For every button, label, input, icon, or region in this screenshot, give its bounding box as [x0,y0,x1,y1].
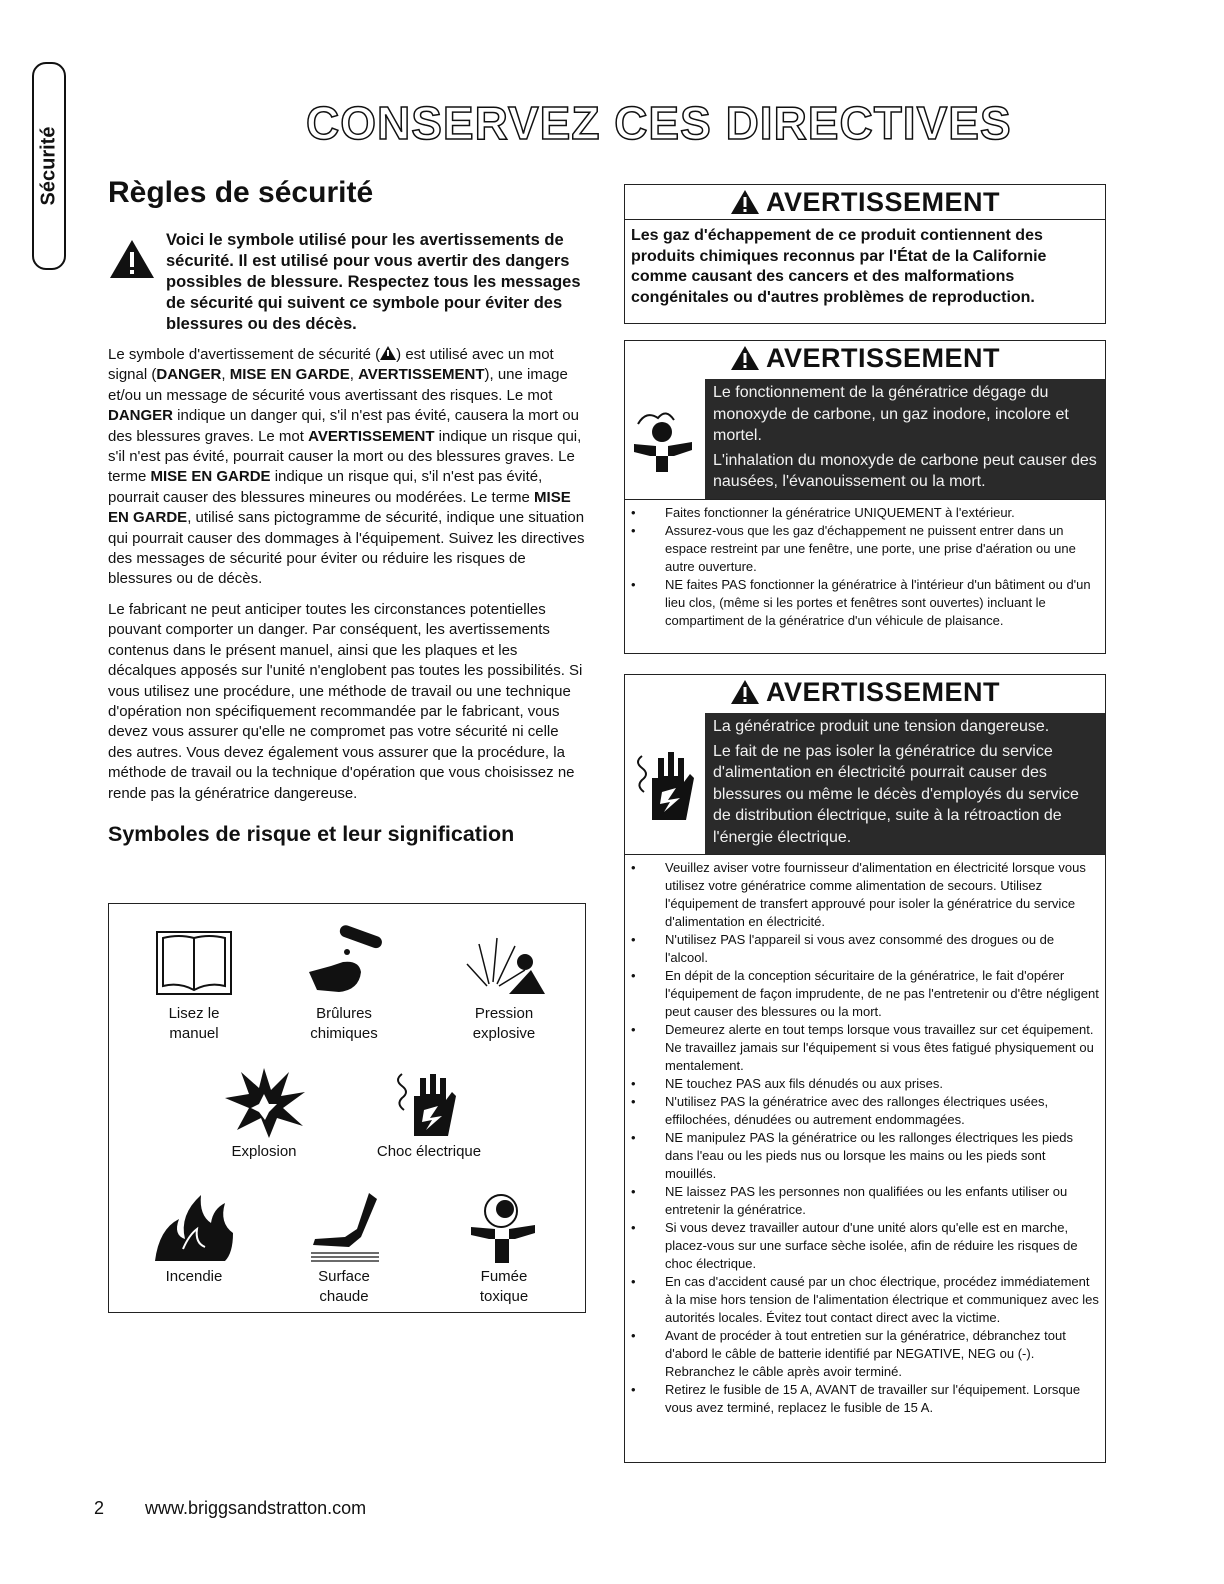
warning-triangle-icon [730,189,760,215]
warning-box-california [624,184,1106,324]
list-item: • N'utilisez PAS la génératrice avec des rallonges électriques usées, effilochées, dénudées ou autrement endommagées. [631,1093,1099,1129]
explosion-icon [219,1064,309,1140]
symbol-hot-surface [289,1189,399,1307]
warning-triangle-icon [730,345,760,371]
electric-shock-icon [632,744,698,824]
warning-pictogram [625,713,705,854]
toxic-fumes-icon [632,404,698,474]
symbol-shock [359,1064,499,1162]
list-item: • NE touchez PAS aux fils dénudés ou aux prises. [631,1075,1099,1093]
warning-box-carbon-monoxide [624,340,1106,654]
symbol-label: Incendie [165,1268,223,1285]
symbol-label: Fumée toxique [479,1268,529,1305]
warning-dark-row [625,713,1105,855]
hot-surface-icon [299,1189,389,1265]
warning-bullets [625,500,1105,630]
list-item: • Si vous devez travailler autour d'une unité alors qu'elle est en marche, placez-vous sur une surface sèche isolée, afin de réduire les risques de choc électrique. [631,1219,1099,1273]
list-item: • NE faites PAS fonctionner la génératrice à l'intérieur d'un bâtiment ou d'un lieu clos, (même si les portes et fenêtres sont ouvertes) incluant le compartiment de la génératrice d'un véhicule de plaisance. [631,576,1099,630]
symbol-manual [139,924,249,1044]
left-column [108,176,586,847]
toxic-fumes-icon [459,1189,549,1265]
list-item: • Veuillez aviser votre fournisseur d'alimentation en électricité lorsque vous utilisez votre génératrice comme alimentation de secours. Utilisez l'équipement de transfert approuvé pour isoler la génératrice du service d'alimentation en électricité. [631,859,1099,931]
warning-header: AVERTISSEMENT [625,341,1105,379]
warning-triangle-icon [108,238,156,280]
list-item: • Faites fonctionner la génératrice UNIQUEMENT à l'extérieur. [631,504,1099,522]
symbols-heading: Symboles de risque et leur signification [108,821,515,846]
warning-header: AVERTISSEMENT [625,185,1105,220]
warning-pictogram [625,379,705,499]
small-warning-triangle-icon [380,346,396,360]
list-item: • En dépit de la conception sécuritaire de la génératrice, le fait d'opérer l'équipement de façon imprudente, de ne pas l'entretenir ou d'être négligent peut causer des blessures ou la mort. [631,967,1099,1021]
chemical-burn-icon [299,924,389,1002]
symbol-label: Pression explosive [472,1005,536,1042]
warning-header: AVERTISSEMENT [625,675,1105,713]
list-item: • Assurez-vous que les gaz d'échappement ne puissent entrer dans un espace restreint par une fenêtre, une porte, une prise d'aération ou une autre ouverture. [631,522,1099,576]
list-item: • Avant de procéder à tout entretien sur la génératrice, débranchez tout d'abord le câble de batterie identifié par NEGATIVE, NEG ou (-). Rebranchez le câble après avoir terminé. [631,1327,1099,1381]
fire-icon [149,1189,239,1265]
symbol-chemical [289,924,399,1044]
explosive-pressure-icon [459,924,549,1002]
rules-heading: Règles de sécurité [108,176,374,209]
manual-icon [149,924,239,1002]
warning-triangle-icon [730,679,760,705]
warning-box-electrical [624,674,1106,1463]
page-number: 2 [94,1498,105,1518]
symbol-toxic [449,1189,559,1307]
electric-shock-icon [384,1064,474,1140]
section-tab [32,62,66,270]
symbols-box [108,903,586,1313]
page-footer [94,1498,366,1519]
list-item: • En cas d'accident causé par un choc électrique, procédez immédiatement à la mise hors tension de l'alimentation électrique et communiquez avec les autorités locales. Évitez tout contact direct avec la victime. [631,1273,1099,1327]
list-item: • NE manipulez PAS la génératrice ou les rallonges électriques les pieds dans l'eau ou les pieds nus ou lorsque les mains ou les pieds sont mouillés. [631,1129,1099,1183]
intro-text: Voici le symbole utilisé pour les avertissements de sécurité. Il est utilisé pour vous avertir des dangers possibles de blessure. Respectez tous les messages de sécurité qui suivent ce symbole pour éviter des blessures ou des décès. [166,231,581,333]
warning-bullets [625,855,1105,1417]
symbol-label: Lisez le manuel [168,1005,220,1042]
symbol-label: Choc électrique [376,1143,482,1160]
section-tab-label: Sécurité [37,126,60,206]
list-item: • Demeurez alerte en tout temps lorsque vous travaillez sur cet équipement. Ne travaillez jamais sur l'équipement si vous êtes fatigué physiquement ou mentalement. [631,1021,1099,1075]
manufacturer-paragraph: Le fabricant ne peut anticiper toutes les circonstances potentielles pouvant comporter un danger. Par conséquent, les avertissements contenus dans le présent manuel, ainsi que les plaques et les décalques apposés sur l'unité n'englobent pas toutes les possibilités. Si vous utilisez une procédure, une méthode de travail ou une technique d'opération non spécifiquement recommandée par le fabricant, vous devez vous assurer qu'elle ne compromet pas votre sécurité ni celle des autres. Vous devez également vous assurer que la procédure, la méthode de travail ou la technique d'opération que vous choisissez ne rende pas la génératrice dangereuse. [108,600,583,802]
warning-line: La génératrice produit une tension dangereuse. [713,718,1050,735]
list-item: • Retirez le fusible de 15 A, AVANT de travailler sur l'équipement. Lorsque vous avez terminé, replacez le fusible de 15 A. [631,1381,1099,1417]
warning-line: Le fait de ne pas isoler la génératrice du service d'alimentation en électricité pourrait causer des blessures ou même le décès d'employés du service de distribution électrique, suite à la rétroaction de l'énergie électrique. [713,742,1079,846]
symbol-pressure [449,924,559,1044]
intro-block [108,230,586,335]
list-item: • NE laissez PAS les personnes non qualifiées ou les enfants utiliser ou entretenir la génératrice. [631,1183,1099,1219]
symbol-fire [139,1189,249,1287]
warning-text: Les gaz d'échappement de ce produit contiennent des produits chimiques reconnus par l'État de la Californie comme causant des cancers et des malformations congénitales ou d'autres problèmes de reproduction. [631,227,1047,306]
warning-dark-row [625,379,1105,500]
symbol-label: Surface chaude [318,1268,370,1305]
signal-words-paragraph: Le symbole d'avertissement de sécurité ( ) est utilisé avec un mot signal (DANGER, MISE EN GARDE, AVERTISSEMENT), une image et/ou un message de sécurité vous avertissant des risques. Le mot DANGER indique un danger qui, s'il n'est pas évité, causera la mort ou des blessures graves. Le mot AVERTISSEMENT indique un risque qui, s'il n'est pas évité, pourrait causer la mort ou des blessures graves. Le terme MISE EN GARDE indique un risque qui, s'il n'est pas évité, pourrait causer des blessures mineures ou modérées. Le terme MISE EN GARDE, utilisé sans pictogramme de sécurité, indique une situation qui pourrait causer des dommages à l'équipement. Suivez les directives des messages de sécurité pour éviter ou réduire les risques de blessures ou de décès. [108,346,585,588]
warning-line: Le fonctionnement de la génératrice dégage du monoxyde de carbone, un gaz inodore, incolore et mortel. [713,384,1069,444]
symbol-explosion [209,1064,319,1162]
warning-line: L'inhalation du monoxyde de carbone peut causer des nausées, l'évanouissement ou la mort. [713,451,1097,490]
footer-url[interactable]: www.briggsandstratton.com [145,1498,367,1518]
warning-dark-text [705,713,1105,854]
symbol-label: Explosion [231,1143,297,1160]
symbol-label: Brûlures chimiques [310,1005,378,1042]
list-item: • N'utilisez PAS l'appareil si vous avez consommé des drogues ou de l'alcool. [631,931,1099,967]
page-title: CONSERVEZ CES DIRECTIVES [306,97,1012,149]
warning-dark-text [705,379,1105,499]
